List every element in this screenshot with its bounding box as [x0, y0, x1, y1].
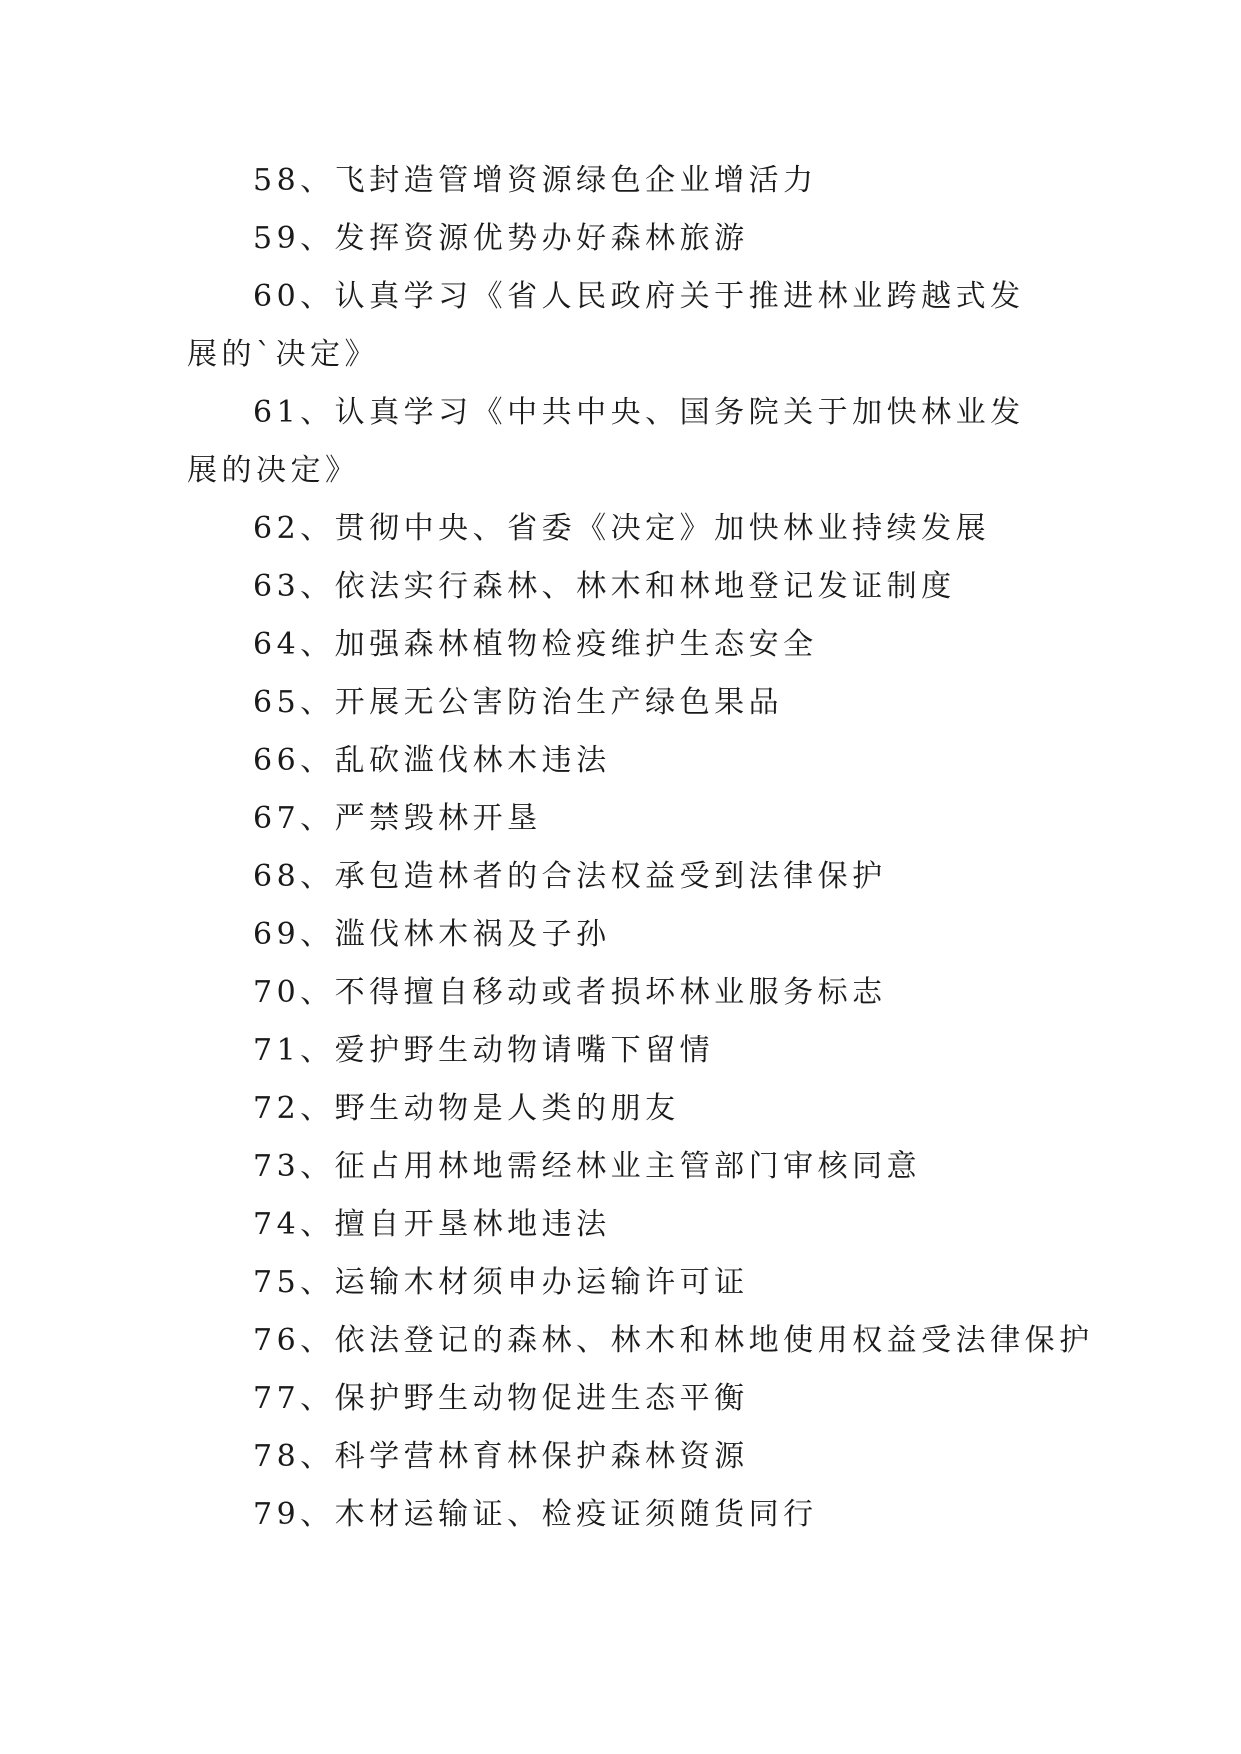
- list-item: 59、发挥资源优势办好森林旅游: [253, 221, 749, 256]
- slogan-list: [187, 152, 1094, 1544]
- list-item: 69、滥伐林木祸及子孙: [253, 917, 611, 952]
- list-item: 61、认真学习《中共中央、国务院关于加快林业发展的决定》: [187, 395, 1025, 488]
- list-item: 63、依法实行森林、林木和林地登记发证制度: [253, 569, 956, 604]
- list-item: 78、科学营林育林保护森林资源: [253, 1439, 749, 1474]
- list-item: 60、认真学习《省人民政府关于推进林业跨越式发展的`决定》: [187, 279, 1025, 372]
- list-item: 67、严禁毁林开垦: [253, 801, 542, 836]
- list-item: 62、贯彻中央、省委《决定》加快林业持续发展: [253, 511, 991, 546]
- list-item: 77、保护野生动物促进生态平衡: [253, 1381, 749, 1416]
- list-item: 70、不得擅自移动或者损坏林业服务标志: [253, 975, 887, 1010]
- list-item: 64、加强森林植物检疫维护生态安全: [253, 627, 818, 662]
- list-item: 75、运输木材须申办运输许可证: [253, 1265, 749, 1300]
- list-item: 76、依法登记的森林、林木和林地使用权益受法律保护: [253, 1323, 1094, 1358]
- list-item: 74、擅自开垦林地违法: [253, 1207, 611, 1242]
- list-item: 72、野生动物是人类的朋友: [253, 1091, 680, 1126]
- list-item: 65、开展无公害防治生产绿色果品: [253, 685, 784, 720]
- list-item: 71、爱护野生动物请嘴下留情: [253, 1033, 715, 1068]
- list-item: 66、乱砍滥伐林木违法: [253, 743, 611, 778]
- list-item: 79、木材运输证、检疫证须随货同行: [253, 1497, 818, 1532]
- list-item: 68、承包造林者的合法权益受到法律保护: [253, 859, 887, 894]
- list-item: 73、征占用林地需经林业主管部门审核同意: [253, 1149, 922, 1184]
- list-item: 58、飞封造管增资源绿色企业增活力: [253, 163, 818, 198]
